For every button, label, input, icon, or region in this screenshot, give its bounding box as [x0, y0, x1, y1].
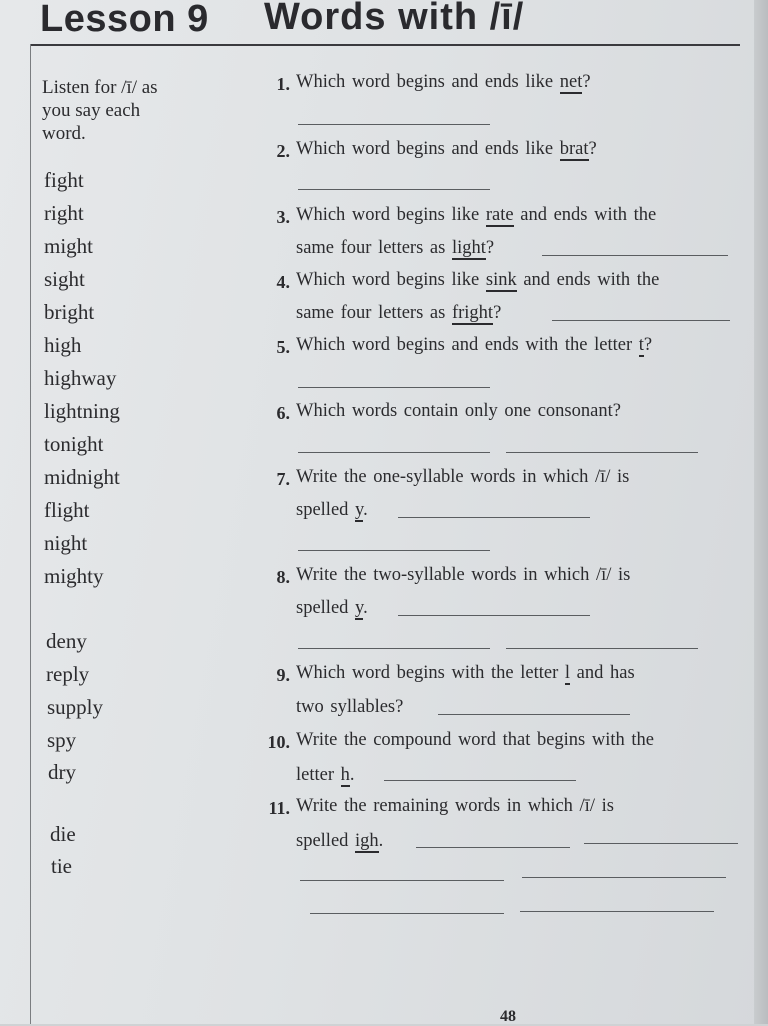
- answer-blank[interactable]: [298, 452, 490, 453]
- key-word: y: [355, 500, 364, 520]
- answer-blank[interactable]: [584, 843, 738, 844]
- question-text: Which word begins and ends like: [296, 72, 554, 92]
- question-number: 8.: [276, 567, 290, 587]
- punctuation: ?: [493, 303, 502, 323]
- question-3-text-line2: [296, 238, 494, 259]
- question-text: two syllables?: [296, 697, 404, 717]
- question-text: and has: [576, 663, 635, 683]
- question-number: 9.: [276, 665, 290, 685]
- intro-instructions: [42, 76, 192, 145]
- answer-blank[interactable]: [552, 320, 730, 321]
- spelling-word: die: [50, 822, 76, 846]
- question-2-text: [296, 139, 597, 160]
- spelling-word: tie: [51, 854, 72, 878]
- spelling-word: reply: [46, 662, 90, 686]
- question-number: 1.: [276, 74, 290, 94]
- answer-blank[interactable]: [542, 255, 728, 256]
- question-1-text: [296, 72, 591, 93]
- answer-blank[interactable]: [300, 880, 504, 881]
- answer-blank[interactable]: [384, 780, 576, 781]
- punctuation: ?: [643, 335, 653, 355]
- punctuation: .: [363, 500, 368, 520]
- punctuation: .: [363, 598, 368, 618]
- question-text: Which word begins and ends like: [296, 139, 554, 159]
- question-number: 3.: [276, 207, 290, 227]
- question-11-text-line2: [296, 831, 383, 852]
- spelling-word: mighty: [44, 564, 104, 588]
- answer-blank[interactable]: [398, 615, 590, 616]
- answer-blank[interactable]: [298, 387, 490, 388]
- question-text: Write the two-syllable words in which /ī/ is: [296, 565, 631, 585]
- question-text: Which word begins like: [296, 205, 480, 225]
- page-edge: [754, 0, 768, 1024]
- answer-blank[interactable]: [506, 648, 698, 649]
- key-word: h: [340, 765, 350, 785]
- question-text: same four letters as: [296, 303, 446, 323]
- answer-blank[interactable]: [438, 714, 630, 715]
- key-word: fright: [451, 303, 494, 323]
- question-text: Write the one-syllable words in which /ī/ is: [296, 467, 630, 487]
- spelling-word: right: [44, 201, 84, 225]
- page-number: 48: [500, 1008, 516, 1025]
- spelling-word: bright: [44, 300, 95, 324]
- question-text: Write the remaining words in which /ī/ is: [296, 796, 614, 816]
- question-10-text: [296, 730, 654, 751]
- spelling-word: supply: [47, 695, 104, 719]
- key-word: l: [564, 663, 571, 683]
- question-text: Which word begins like: [296, 270, 480, 290]
- lesson-title: Words with /ī/: [264, 0, 525, 38]
- answer-blank[interactable]: [298, 124, 490, 125]
- answer-blank[interactable]: [398, 517, 590, 518]
- answer-blank[interactable]: [298, 189, 490, 190]
- question-text: Which word begins with the letter: [296, 663, 559, 683]
- question-text: spelled: [296, 598, 349, 618]
- spelling-word: flight: [44, 498, 90, 522]
- margin-rule: [30, 44, 31, 1024]
- answer-blank[interactable]: [520, 911, 714, 912]
- intro-line: Listen for /ī/ as: [42, 77, 158, 98]
- key-word: net: [559, 72, 583, 92]
- question-text: and ends with the: [523, 270, 660, 290]
- punctuation: .: [349, 765, 355, 785]
- question-9-text: [296, 663, 635, 684]
- question-text: spelled: [296, 500, 349, 520]
- question-6-text: [296, 401, 621, 422]
- spelling-word: high: [44, 333, 82, 357]
- punctuation: ?: [588, 139, 597, 159]
- question-7-text-line2: [296, 500, 368, 521]
- question-7-text: [296, 467, 629, 488]
- key-word: rate: [485, 205, 514, 225]
- key-word: igh: [355, 831, 379, 851]
- spelling-word: might: [44, 234, 94, 258]
- spelling-word: night: [44, 531, 88, 555]
- spelling-word: midnight: [44, 465, 120, 489]
- question-number: 2.: [276, 141, 290, 161]
- question-text: same four letters as: [296, 238, 446, 258]
- punctuation: .: [378, 831, 384, 851]
- spelling-word: sight: [44, 267, 85, 291]
- question-number: 6.: [276, 403, 290, 423]
- question-number: 10.: [267, 732, 290, 752]
- header-rule: [30, 44, 740, 46]
- answer-blank[interactable]: [298, 648, 490, 649]
- question-8-text: [296, 565, 630, 586]
- question-number: 5.: [276, 337, 290, 357]
- answer-blank[interactable]: [298, 550, 490, 551]
- question-text: and ends with the: [520, 205, 657, 225]
- question-5-text: [296, 335, 652, 356]
- question-4-text-line2: [296, 303, 501, 324]
- lesson-number: Lesson 9: [40, 0, 209, 40]
- key-word: sink: [485, 270, 517, 290]
- question-11-text: [296, 796, 614, 817]
- intro-line: word.: [42, 123, 86, 144]
- spelling-word: spy: [47, 728, 77, 752]
- spelling-word: highway: [44, 366, 117, 390]
- question-10-text-line2: [296, 765, 355, 786]
- question-text: Which word begins and ends with the letter: [296, 335, 633, 355]
- question-3-text: [296, 205, 656, 226]
- question-9-text-line2: [296, 697, 403, 718]
- answer-blank[interactable]: [522, 877, 726, 878]
- question-4-text: [296, 270, 659, 291]
- spelling-word: lightning: [44, 399, 120, 423]
- key-word: t: [638, 335, 644, 355]
- lesson-header: [0, 0, 768, 46]
- punctuation: ?: [485, 238, 495, 258]
- punctuation: ?: [582, 72, 591, 92]
- answer-blank[interactable]: [310, 913, 504, 914]
- answer-blank[interactable]: [416, 847, 570, 848]
- key-word: light: [451, 238, 486, 258]
- question-8-text-line2: [296, 598, 368, 619]
- question-number: 7.: [276, 469, 290, 489]
- question-text: letter: [296, 765, 335, 785]
- question-number: 11.: [268, 798, 290, 818]
- spelling-word: deny: [46, 629, 87, 653]
- spelling-word: tonight: [44, 432, 104, 456]
- question-text: spelled: [296, 831, 349, 851]
- question-number: 4.: [276, 272, 290, 292]
- key-word: y: [355, 598, 364, 618]
- answer-blank[interactable]: [506, 452, 698, 453]
- spelling-word: dry: [48, 760, 76, 784]
- spelling-word: fight: [44, 168, 84, 192]
- intro-line: you say each: [42, 100, 141, 121]
- key-word: brat: [559, 139, 589, 159]
- question-text: Which words contain only one consonant?: [296, 401, 621, 421]
- question-text: Write the compound word that begins with the: [296, 730, 655, 750]
